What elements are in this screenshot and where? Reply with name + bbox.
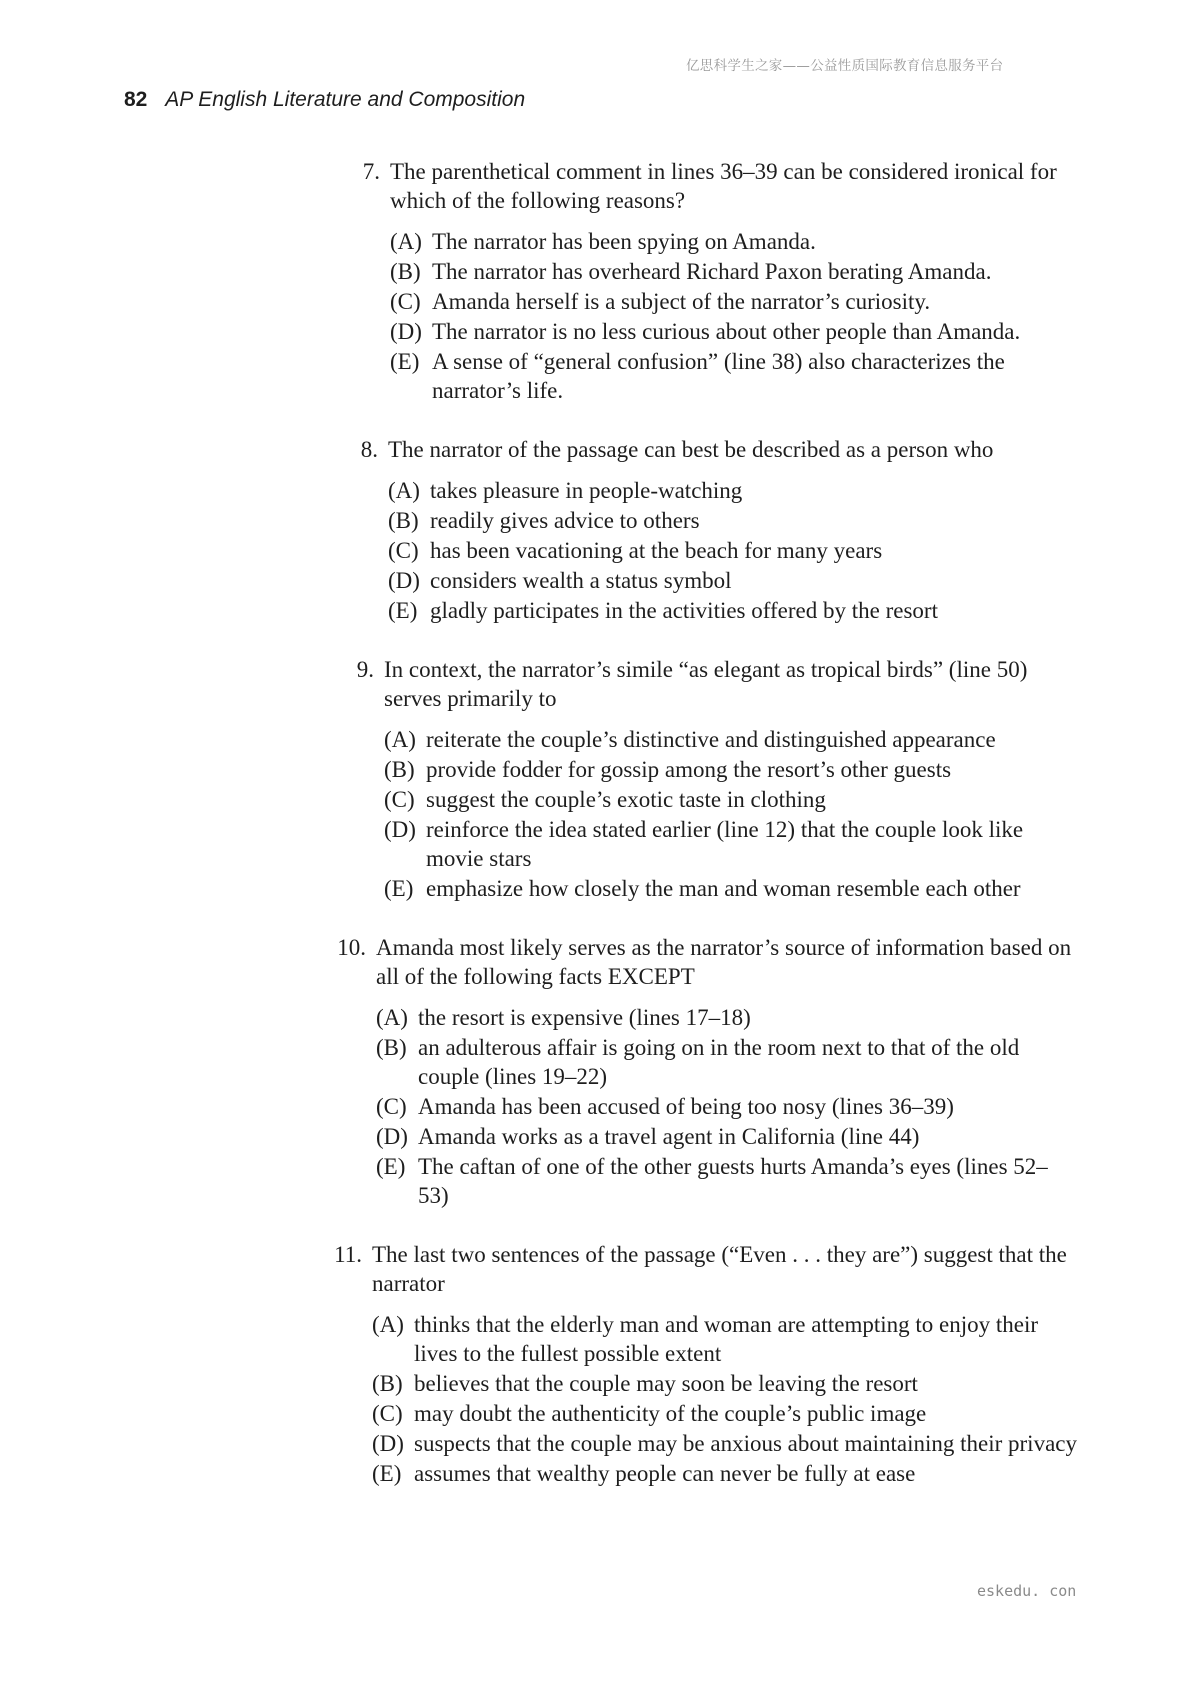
choice-d xyxy=(384,815,1077,873)
choice-d xyxy=(390,317,1077,346)
choice-b xyxy=(390,257,1077,286)
choice-text: assumes that wealthy people can never be fully at ease xyxy=(414,1461,916,1486)
answer-choices xyxy=(372,1310,1077,1488)
choice-letter: (D) xyxy=(388,568,420,593)
choice-letter: (A) xyxy=(372,1312,404,1337)
choice-b xyxy=(384,755,1077,784)
choice-text: thinks that the elderly man and woman are attempting to enjoy their lives to the fullest possible extent xyxy=(414,1312,1039,1366)
choice-letter: (A) xyxy=(384,727,416,752)
choice-c xyxy=(388,536,1077,565)
choice-letter: (E) xyxy=(384,876,414,901)
choice-e xyxy=(384,874,1077,903)
choice-letter: (C) xyxy=(376,1094,407,1119)
choice-text: believes that the couple may soon be leaving the resort xyxy=(414,1371,918,1396)
question-stem: The narrator of the passage can best be described as a person who xyxy=(388,437,994,462)
choice-letter: (B) xyxy=(372,1371,403,1396)
choice-text: has been vacationing at the beach for many years xyxy=(430,538,883,563)
question-stem: The parenthetical comment in lines 36–39 can be considered ironical for which of the following reasons? xyxy=(390,159,1057,213)
choice-text: The narrator has been spying on Amanda. xyxy=(432,229,816,254)
choice-e xyxy=(376,1152,1077,1210)
question-number: 7. xyxy=(362,159,380,184)
question-stem: The last two sentences of the passage (“Even . . . they are”) suggest that the narrator xyxy=(372,1242,1067,1296)
question-number: 10. xyxy=(337,935,366,960)
choice-b xyxy=(376,1033,1077,1091)
choice-e xyxy=(390,347,1077,405)
choice-a xyxy=(390,227,1077,256)
choice-letter: (C) xyxy=(384,787,415,812)
question-7 xyxy=(362,157,1077,405)
choice-letter: (E) xyxy=(372,1461,402,1486)
choice-a xyxy=(388,476,1077,505)
choice-letter: (B) xyxy=(384,757,415,782)
choice-text: reinforce the idea stated earlier (line 12) that the couple look like movie stars xyxy=(426,817,1024,871)
choice-c xyxy=(372,1399,1077,1428)
choice-b xyxy=(372,1369,1077,1398)
choice-letter: (C) xyxy=(388,538,419,563)
choice-text: provide fodder for gossip among the resort’s other guests xyxy=(426,757,952,782)
choice-text: Amanda has been accused of being too nosy (lines 36–39) xyxy=(418,1094,954,1119)
answer-choices xyxy=(390,227,1077,405)
choice-text: Amanda works as a travel agent in California (line 44) xyxy=(418,1124,920,1149)
choice-text: A sense of “general confusion” (line 38) also characterizes the narrator’s life. xyxy=(432,349,1005,403)
question-10 xyxy=(337,933,1077,1210)
question-number: 8. xyxy=(360,437,378,462)
choice-e xyxy=(388,596,1077,625)
watermark-top: 亿思科学生之家——公益性质国际教育信息服务平台 xyxy=(686,58,1004,74)
choice-d xyxy=(388,566,1077,595)
choice-letter: (B) xyxy=(390,259,421,284)
choice-text: The caftan of one of the other guests hurts Amanda’s eyes (lines 52–53) xyxy=(418,1154,1048,1208)
question-stem: Amanda most likely serves as the narrator’s source of information based on all of the following facts EXCEPT xyxy=(376,935,1072,989)
answer-choices xyxy=(376,1003,1077,1210)
question-list xyxy=(332,157,1077,1518)
choice-c xyxy=(390,287,1077,316)
choice-text: Amanda herself is a subject of the narrator’s curiosity. xyxy=(432,289,931,314)
choice-d xyxy=(376,1122,1077,1151)
choice-a xyxy=(384,725,1077,754)
choice-text: emphasize how closely the man and woman resemble each other xyxy=(426,876,1021,901)
question-number: 9. xyxy=(356,657,374,682)
answer-choices xyxy=(384,725,1077,903)
running-title: AP English Literature and Composition xyxy=(165,88,526,111)
question-11 xyxy=(334,1240,1077,1488)
choice-letter: (C) xyxy=(390,289,421,314)
question-9 xyxy=(356,655,1077,903)
choice-letter: (E) xyxy=(388,598,418,623)
choice-letter: (C) xyxy=(372,1401,403,1426)
answer-choices xyxy=(388,476,1077,625)
question-8 xyxy=(360,435,1077,625)
choice-text: considers wealth a status symbol xyxy=(430,568,732,593)
choice-text: takes pleasure in people-watching xyxy=(430,478,743,503)
choice-text: suspects that the couple may be anxious about maintaining their privacy xyxy=(414,1431,1077,1456)
choice-text: The narrator is no less curious about other people than Amanda. xyxy=(432,319,1021,344)
page-number: 82 xyxy=(124,88,148,111)
choice-letter: (D) xyxy=(372,1431,404,1456)
watermark-bottom: eskedu. con xyxy=(977,1582,1077,1600)
choice-b xyxy=(388,506,1077,535)
choice-text: reiterate the couple’s distinctive and distinguished appearance xyxy=(426,727,996,752)
question-number: 11. xyxy=(334,1242,362,1267)
question-stem: In context, the narrator’s simile “as elegant as tropical birds” (line 50) serves primarily to xyxy=(384,657,1028,711)
choice-letter: (B) xyxy=(388,508,419,533)
choice-letter: (D) xyxy=(376,1124,408,1149)
choice-text: suggest the couple’s exotic taste in clothing xyxy=(426,787,826,812)
choice-text: the resort is expensive (lines 17–18) xyxy=(418,1005,751,1030)
choice-text: readily gives advice to others xyxy=(430,508,700,533)
choice-d xyxy=(372,1429,1077,1458)
choice-letter: (A) xyxy=(376,1005,408,1030)
choice-letter: (A) xyxy=(388,478,420,503)
choice-a xyxy=(376,1003,1077,1032)
choice-letter: (D) xyxy=(390,319,422,344)
choice-text: may doubt the authenticity of the couple’s public image xyxy=(414,1401,927,1426)
choice-text: The narrator has overheard Richard Paxon berating Amanda. xyxy=(432,259,992,284)
choice-letter: (E) xyxy=(376,1154,406,1179)
page-header xyxy=(124,88,525,112)
choice-letter: (B) xyxy=(376,1035,407,1060)
choice-a xyxy=(372,1310,1077,1368)
choice-letter: (A) xyxy=(390,229,422,254)
choice-letter: (D) xyxy=(384,817,416,842)
choice-text: gladly participates in the activities offered by the resort xyxy=(430,598,938,623)
choice-c xyxy=(384,785,1077,814)
choice-e xyxy=(372,1459,1077,1488)
choice-c xyxy=(376,1092,1077,1121)
choice-letter: (E) xyxy=(390,349,420,374)
choice-text: an adulterous affair is going on in the room next to that of the old couple (lines 19–22) xyxy=(418,1035,1020,1089)
